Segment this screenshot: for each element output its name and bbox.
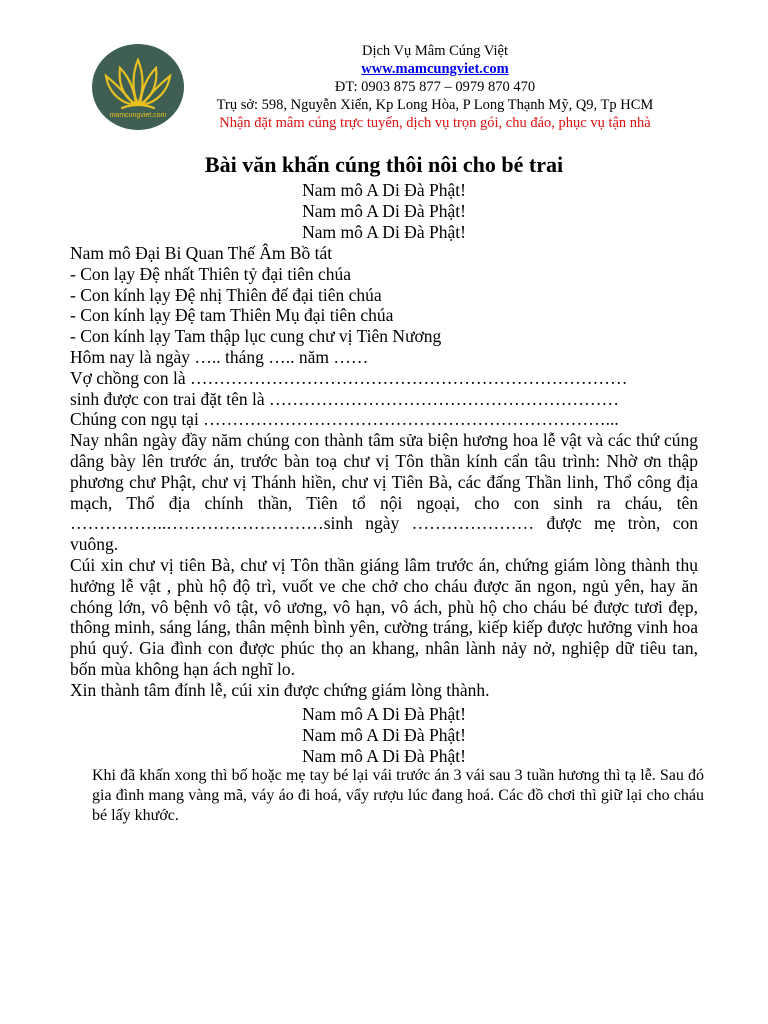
chant-line: Nam mô A Di Đà Phật! [302,746,466,766]
prayer-paragraph: Cúi xin chư vị tiên Bà, chư vị Tôn thần giáng lâm trước án, chứng giám lòng thành thụ hưởng lễ vật , phù hộ độ trì, vuốt ve che chở cho cháu được ăn ngon, ngủ yên, hay ăn chóng lớn, vô bệnh vô tật, vô ương, vô hạn, vô ách, phù hộ cho cháu bé được tươi đẹp, thông minh, sáng láng, thân mệnh bình yên, cường tráng, kiếp kiếp được hưởng vinh hoa phú quý. Gia đình con được phúc thọ an khang, nhân lành nảy nở, nghiệp dữ tiêu tan, bốn mùa không hạn ách nghĩ lo. [70,554,698,679]
invocation-line: - Con kính lạy Đệ tam Thiên Mụ đại tiên chúa [70,305,394,326]
ritual-note: Khi đã khấn xong thì bố hoặc mẹ tay bé lại vái trước án 3 vái sau 3 tuần hương thì tạ lễ. Sau đó gia đình mang vàng mã, váy áo đi hoá, vẩy rượu lúc đang hoá. Các đồ chơi thì giữ lại cho cháu bé lấy khước. [92,767,704,824]
invocation-line: Vợ chồng con là ………………………………………………………………… [70,367,628,388]
company-name: Dịch Vụ Mâm Cúng Việt [361,43,508,59]
phone-numbers: ĐT: 0903 875 877 – 0979 870 470 [334,79,536,95]
prayer-paragraph: Xin thành tâm đính lễ, cúi xin được chứng giám lòng thành. [70,679,490,700]
invocation-line: - Con lạy Đệ nhất Thiên tỷ đại tiên chúa [70,263,352,284]
chant-line: Nam mô A Di Đà Phật! [302,180,466,200]
page-title: Bài văn khấn cúng thôi nôi cho bé trai [204,152,564,177]
invocation-line: - Con kính lạy Tam thập lục cung chư vị Tiên Nương [70,326,442,347]
company-address: Trụ sở: 598, Nguyễn Xiển, Kp Long Hòa, P Long Thạnh Mỹ, Q9, Tp HCM [216,97,654,113]
logo-text: mamcungviet.com [109,112,167,119]
company-logo [92,44,184,130]
chant-line: Nam mô A Di Đà Phật! [302,725,466,745]
chant-line: Nam mô A Di Đà Phật! [302,704,466,724]
lotus-logo-icon [92,44,184,130]
invocation-line: sinh được con trai đặt tên là …………………………………………………… [70,388,620,409]
chant-line: Nam mô A Di Đà Phật! [302,222,466,242]
chant-top [0,180,768,243]
chant-line: Nam mô A Di Đà Phật! [302,201,466,221]
invocation-line: Hôm nay là ngày ….. tháng ….. năm …… [70,346,369,367]
invocation-line: - Con kính lạy Đệ nhị Thiên đế đại tiên chúa [70,284,382,305]
chant-bottom [0,704,768,767]
invocation-line: Chúng con ngụ tại ……………………………………………………………... [70,409,619,430]
prayer-paragraph: Nay nhân ngày đầy năm chúng con thành tâm sửa biện hương hoa lễ vật và các thứ cúng dâng bày lên trước án, trước bàn toạ chư vị Tôn thần kính cẩn tâu trình: Nhờ ơn thập phương chư Phật, chư vị Thánh hiền, chư vị Tiên Bà, các đấng Thần linh, Thổ công địa mạch, Thổ địa chính thần, Tiên tổ nội ngoại, cho con sinh ra cháu, tên ……………..………………………sinh ngày ………………… được mẹ tròn, con vuông. [70,430,698,555]
prayer-body [70,243,698,701]
company-slogan: Nhận đặt mâm cúng trực tuyến, dịch vụ trọn gói, chu đáo, phục vụ tận nhà [219,115,651,131]
invocation-line: Nam mô Đại Bi Quan Thế Âm Bồ tát [70,243,333,263]
website-link[interactable]: www.mamcungviet.com [361,61,509,77]
company-header [190,42,680,132]
